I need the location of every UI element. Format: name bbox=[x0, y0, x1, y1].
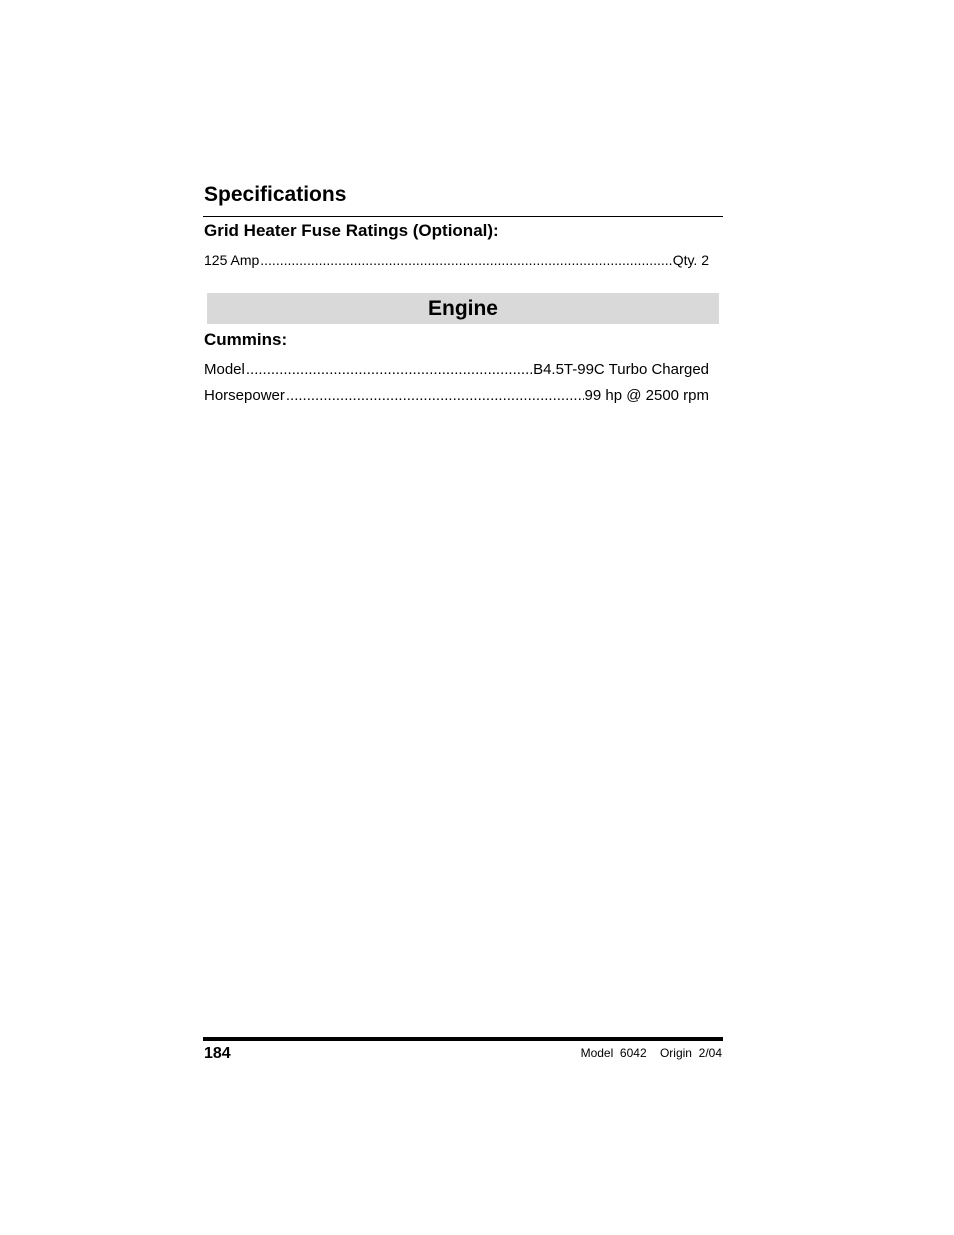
spec-row-horsepower bbox=[204, 386, 709, 406]
spec-label: Horsepower bbox=[204, 387, 285, 404]
spec-value: B4.5T-99C Turbo Charged bbox=[533, 361, 709, 378]
engine-section-banner: Engine bbox=[207, 293, 719, 324]
spec-label: Model bbox=[204, 361, 245, 378]
fuse-ratings-heading: Grid Heater Fuse Ratings (Optional): bbox=[204, 221, 499, 240]
dot-leader bbox=[286, 386, 584, 406]
spec-row-125-amp bbox=[204, 250, 709, 270]
spec-label: 125 Amp bbox=[204, 252, 260, 268]
page-number: 184 bbox=[204, 1045, 231, 1062]
dot-leader bbox=[260, 250, 671, 270]
dot-leader bbox=[246, 360, 532, 380]
page-title: Specifications bbox=[204, 183, 347, 206]
title-divider bbox=[203, 216, 723, 217]
spec-row-model bbox=[204, 360, 709, 380]
spec-value: 99 hp @ 2500 rpm bbox=[584, 387, 709, 404]
cummins-heading: Cummins: bbox=[204, 330, 288, 349]
footer-model-info: Model 6042 Origin 2/04 bbox=[580, 1046, 722, 1060]
footer-divider bbox=[203, 1037, 723, 1041]
spec-value: Qty. 2 bbox=[672, 252, 709, 268]
